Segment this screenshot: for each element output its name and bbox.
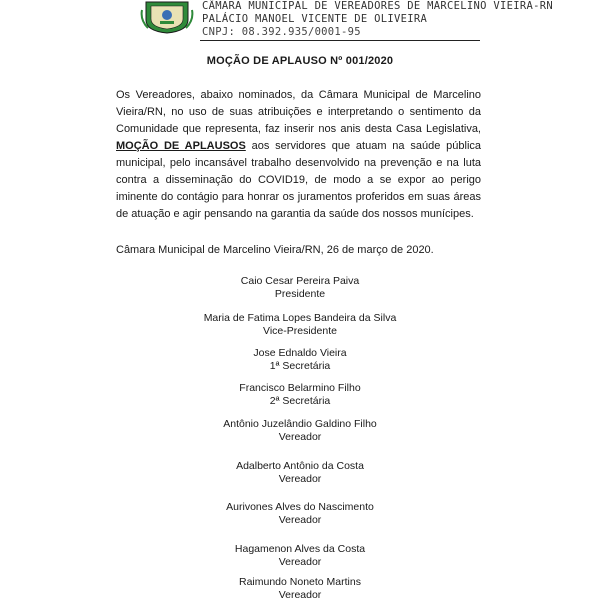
letterhead-chamber-name: CÂMARA MUNICIPAL DE VEREADORES DE MARCELINO VIEIRA-RN <box>202 0 553 12</box>
signatory-role: Vereador <box>278 556 322 568</box>
signatory-name: Francisco Belarmino Filho <box>239 382 361 394</box>
signatory-role: Vereador <box>278 514 322 526</box>
signatory-role: Vereador <box>278 473 322 485</box>
signatory-name: Raimundo Noneto Martins <box>239 576 361 588</box>
signature-block <box>0 501 600 527</box>
signature-block <box>0 347 600 373</box>
signatory-role: 2ª Secretária <box>269 395 331 407</box>
body-text-part1: Os Vereadores, abaixo nominados, da Câmara Municipal de Marcelino Vieira/RN, no uso de suas atribuições e interpretando o sentimento da Comunidade que representa, faz inserir nos anis desta Casa Legislativa, <box>116 89 481 135</box>
signatory-role: Vereador <box>278 589 322 601</box>
body-highlight: MOÇÃO DE APLAUSOS <box>116 140 246 152</box>
signature-block <box>0 576 600 602</box>
date-line: Câmara Municipal de Marcelino Vieira/RN, 26 de março de 2020. <box>116 244 434 256</box>
municipal-seal-icon <box>140 0 194 34</box>
signatory-role: Vereador <box>278 431 322 443</box>
signature-block <box>0 382 600 408</box>
signature-block <box>0 418 600 444</box>
signature-block <box>0 312 600 338</box>
signatory-name: Caio Cesar Pereira Paiva <box>240 275 360 287</box>
letterhead-divider <box>200 40 480 41</box>
signatory-name: Aurivones Alves do Nascimento <box>226 501 374 513</box>
signatory-name: Maria de Fatima Lopes Bandeira da Silva <box>203 312 397 324</box>
signature-block <box>0 275 600 301</box>
letterhead-cnpj: CNPJ: 08.392.935/0001-95 <box>202 26 361 38</box>
document-body <box>116 87 481 223</box>
letterhead <box>140 0 553 42</box>
signature-block <box>0 543 600 569</box>
signatory-name: Antônio Juzelândio Galdino Filho <box>223 418 377 430</box>
signature-block <box>0 460 600 486</box>
signatory-role: 1ª Secretária <box>269 360 331 372</box>
signatory-name: Jose Ednaldo Vieira <box>253 347 347 359</box>
signatory-role: Presidente <box>274 288 326 300</box>
signatory-name: Hagamenon Alves da Costa <box>234 543 366 555</box>
signatory-role: Vice-Presidente <box>263 325 337 337</box>
signatory-name: Adalberto Antônio da Costa <box>236 460 364 472</box>
document-title: MOÇÃO DE APLAUSO Nº 001/2020 <box>206 55 394 67</box>
letterhead-palace-name: PALÁCIO MANOEL VICENTE DE OLIVEIRA <box>202 13 428 25</box>
body-text-part2: aos servidores que atuam na saúde pública municipal, pelo incansável trabalho desenvolvido na prevenção e na luta contra a disseminação do COVID19, de modo a se expor ao perigo iminente do contágio para honrar os juramentos proferidos em suas áreas de atuação e agir pensando na garantia da saúde dos nossos munícipes. <box>116 140 482 220</box>
